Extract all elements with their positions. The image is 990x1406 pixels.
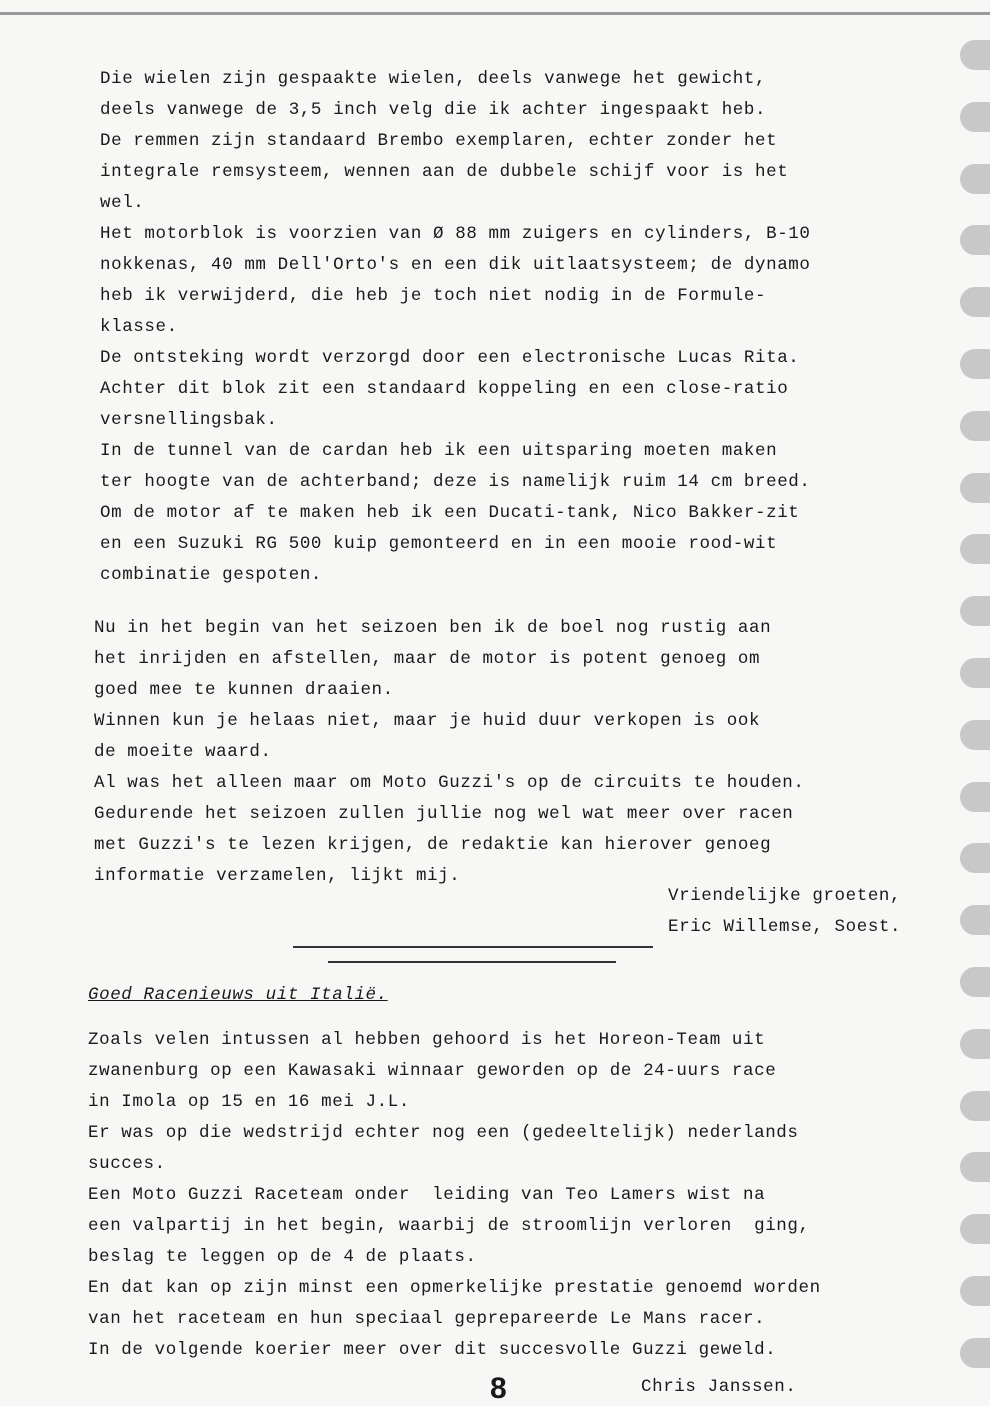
binder-hole (960, 40, 990, 70)
text-line: heb ik verwijderd, die heb je toch niet nodig in de Formule- (100, 286, 767, 306)
binder-hole (960, 287, 990, 317)
binder-holes (954, 40, 990, 1405)
text-line: In de tunnel van de cardan heb ik een uitsparing moeten maken (100, 441, 778, 461)
binder-hole (960, 1338, 990, 1368)
text-line: deels vanwege de 3,5 inch velg die ik achter ingespaakt heb. (100, 100, 767, 120)
text-line: integrale remsysteem, wennen aan de dubbele schijf voor is het (100, 162, 789, 182)
text-line: Een Moto Guzzi Raceteam onder leiding van Teo Lamers wist na (88, 1185, 766, 1205)
binder-hole (960, 658, 990, 688)
binder-hole (960, 1029, 990, 1059)
text-line: Achter dit blok zit een standaard koppeling en een close-ratio (100, 379, 789, 399)
signature-line: Eric Willemse, Soest. (668, 917, 902, 937)
binder-hole (960, 102, 990, 132)
letter-paragraph-1 (100, 64, 930, 591)
text-line: Al was het alleen maar om Moto Guzzi's op de circuits te houden. (94, 773, 805, 793)
binder-hole (960, 843, 990, 873)
text-line: beslag te leggen op de 4 de plaats. (88, 1247, 477, 1267)
article-heading: Goed Racenieuws uit Italië. (88, 985, 388, 1005)
binder-hole (960, 1276, 990, 1306)
text-line: het inrijden en afstellen, maar de motor is potent genoeg om (94, 649, 761, 669)
text-line: informatie verzamelen, lijkt mij. (94, 866, 461, 886)
text-line: de moeite waard. (94, 742, 272, 762)
page-number: 8 (490, 1372, 505, 1405)
text-line: Winnen kun je helaas niet, maar je huid duur verkopen is ook (94, 711, 761, 731)
text-line: Zoals velen intussen al hebben gehoord is het Horeon-Team uit (88, 1030, 766, 1050)
binder-hole (960, 596, 990, 626)
text-line: in Imola op 15 en 16 mei J.L. (88, 1092, 410, 1112)
binder-hole (960, 1091, 990, 1121)
closing-line: Vriendelijke groeten, (668, 886, 902, 906)
separator-rule-lower (328, 961, 616, 963)
text-line: De remmen zijn standaard Brembo exemplaren, echter zonder het (100, 131, 778, 151)
text-line: ter hoogte van de achterband; deze is namelijk ruim 14 cm breed. (100, 472, 811, 492)
text-line: nokkenas, 40 mm Dell'Orto's en een dik uitlaatsysteem; de dynamo (100, 255, 811, 275)
separator-rule-upper (293, 946, 653, 948)
text-line: En dat kan op zijn minst een opmerkelijke prestatie genoemd worden (88, 1278, 821, 1298)
text-line: Om de motor af te maken heb ik een Ducati-tank, Nico Bakker-zit (100, 503, 800, 523)
binder-hole (960, 967, 990, 997)
binder-hole (960, 473, 990, 503)
text-line: succes. (88, 1154, 166, 1174)
text-line: Gedurende het seizoen zullen jullie nog wel wat meer over racen (94, 804, 794, 824)
article-body (88, 1025, 918, 1366)
text-line: Nu in het begin van het seizoen ben ik de boel nog rustig aan (94, 618, 772, 638)
text-line: combinatie gespoten. (100, 565, 323, 585)
text-line: Er was op die wedstrijd echter nog een (gedeeltelijk) nederlands (88, 1123, 799, 1143)
text-line: een valpartij in het begin, waarbij de stroomlijn verloren ging, (88, 1216, 810, 1236)
text-line: Het motorblok is voorzien van Ø 88 mm zuigers en cylinders, B-10 (100, 224, 811, 244)
text-line: zwanenburg op een Kawasaki winnaar geworden op de 24-uurs race (88, 1061, 777, 1081)
text-line: en een Suzuki RG 500 kuip gemonteerd en in een mooie rood-wit (100, 534, 778, 554)
binder-hole (960, 720, 990, 750)
text-line: met Guzzi's te lezen krijgen, de redaktie kan hierover genoeg (94, 835, 772, 855)
letter-signoff (668, 881, 901, 943)
binder-hole (960, 534, 990, 564)
binder-hole (960, 905, 990, 935)
text-line: klasse. (100, 317, 178, 337)
binder-hole (960, 349, 990, 379)
binder-hole (960, 164, 990, 194)
page-top-edge (0, 12, 990, 15)
text-line: van het raceteam en hun speciaal geprepareerde Le Mans racer. (88, 1309, 766, 1329)
binder-hole (960, 1214, 990, 1244)
binder-hole (960, 1152, 990, 1182)
article-author: Chris Janssen. (641, 1377, 797, 1397)
text-line: De ontsteking wordt verzorgd door een electronische Lucas Rita. (100, 348, 800, 368)
text-line: In de volgende koerier meer over dit succesvolle Guzzi geweld. (88, 1340, 777, 1360)
text-line: Die wielen zijn gespaakte wielen, deels vanwege het gewicht, (100, 69, 767, 89)
binder-hole (960, 411, 990, 441)
text-line: goed mee te kunnen draaien. (94, 680, 394, 700)
text-line: versnellingsbak. (100, 410, 278, 430)
binder-hole (960, 782, 990, 812)
letter-paragraph-2 (94, 613, 924, 892)
binder-hole (960, 225, 990, 255)
text-line: wel. (100, 193, 145, 213)
